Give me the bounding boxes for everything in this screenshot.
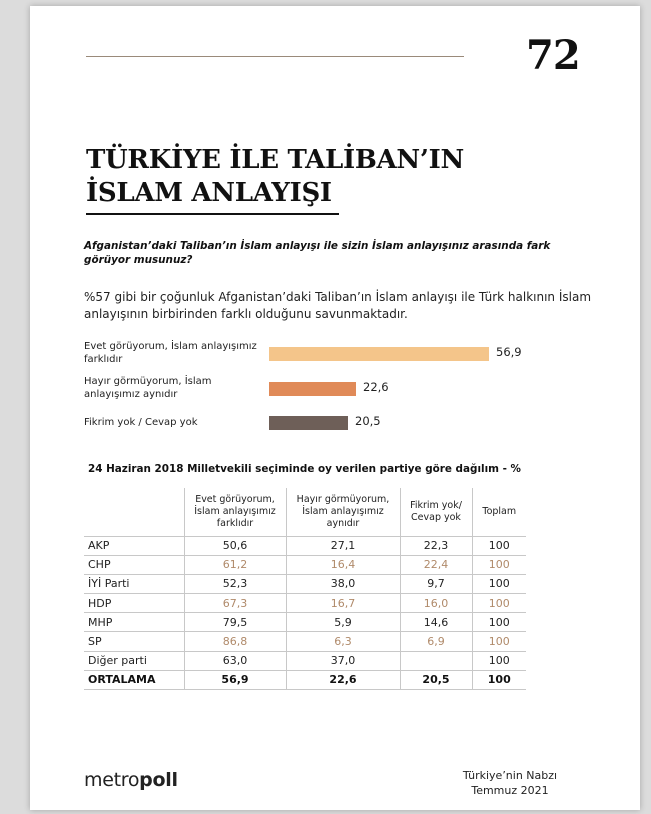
footer-line-1: Türkiye’nin Nabzı xyxy=(462,769,558,782)
bar-category-label: Evet görüyorum, İslam anlayışımız farklıdır xyxy=(84,341,257,365)
cell-yes: 86,8 xyxy=(184,632,286,651)
cell-yes: 56,9 xyxy=(184,670,286,689)
title-line-1: TÜRKİYE İLE TALİBAN’IN xyxy=(86,145,464,175)
top-rule xyxy=(86,56,464,57)
cell-total: 100 xyxy=(472,555,526,574)
bar-value-label: 20,5 xyxy=(355,414,381,428)
party-breakdown-table xyxy=(84,488,526,690)
table-row xyxy=(84,632,526,651)
metropoll-logo xyxy=(84,769,178,791)
cell-party: SP xyxy=(84,632,184,651)
cell-total: 100 xyxy=(472,574,526,593)
summary-text: %57 gibi bir çoğunluk Afganistan’daki Taliban’ın İslam anlayışı ile Türk halkının İslam anlayışının birbirinden farklı olduğunu savunmaktadır. xyxy=(84,290,592,321)
table-body xyxy=(84,536,526,690)
cell-party: MHP xyxy=(84,613,184,632)
footer-line-2: Temmuz 2021 xyxy=(471,784,549,797)
cell-no: 22,6 xyxy=(286,670,400,689)
bar-value-label: 56,9 xyxy=(496,345,522,359)
bar-row xyxy=(84,340,604,372)
bar xyxy=(269,347,489,361)
report-page xyxy=(30,6,640,810)
page-title xyxy=(86,144,506,210)
survey-question: Afganistan’daki Taliban’ın İslam anlayışı ile sizin İslam anlayışınız arasında fark görüyor musunuz? xyxy=(84,240,551,266)
cell-no: 5,9 xyxy=(286,613,400,632)
table-row xyxy=(84,651,526,670)
header-no: Hayır görmüyorum, İslam anlayışımız aynıdır xyxy=(286,488,400,536)
bar-value-label: 22,6 xyxy=(363,380,389,394)
cell-party: Diğer parti xyxy=(84,651,184,670)
table-row xyxy=(84,574,526,593)
cell-party: HDP xyxy=(84,594,184,613)
cell-none xyxy=(400,651,472,670)
cell-total: 100 xyxy=(472,651,526,670)
table-row xyxy=(84,536,526,555)
cell-no: 37,0 xyxy=(286,651,400,670)
cell-total: 100 xyxy=(472,536,526,555)
cell-yes: 50,6 xyxy=(184,536,286,555)
logo-regular: metro xyxy=(84,769,140,791)
header-party xyxy=(84,488,184,536)
cell-party: CHP xyxy=(84,555,184,574)
cell-total: 100 xyxy=(472,594,526,613)
footer-publication xyxy=(450,768,570,798)
bar-row xyxy=(84,409,604,441)
cell-yes: 52,3 xyxy=(184,574,286,593)
cell-no: 16,7 xyxy=(286,594,400,613)
title-line-2: İSLAM ANLAYIŞI xyxy=(86,178,332,208)
cell-no: 27,1 xyxy=(286,536,400,555)
cell-none: 16,0 xyxy=(400,594,472,613)
cell-total: 100 xyxy=(472,613,526,632)
page-number: 72 xyxy=(526,32,580,79)
cell-yes: 63,0 xyxy=(184,651,286,670)
cell-none: 9,7 xyxy=(400,574,472,593)
cell-yes: 61,2 xyxy=(184,555,286,574)
cell-none: 6,9 xyxy=(400,632,472,651)
cell-party: İYİ Parti xyxy=(84,574,184,593)
table-row-average xyxy=(84,670,526,689)
table-title: 24 Haziran 2018 Milletvekili seçiminde oy verilen partiye göre dağılım - % xyxy=(88,463,521,475)
header-yes: Evet görüyorum, İslam anlayışımız farklıdır xyxy=(184,488,286,536)
cell-total: 100 xyxy=(472,670,526,689)
bar-category-label: Hayır görmüyorum, İslam anlayışımız aynıdır xyxy=(84,376,212,400)
logo-bold: poll xyxy=(139,769,178,791)
header-none: Fikrim yok/ Cevap yok xyxy=(400,488,472,536)
cell-total: 100 xyxy=(472,632,526,651)
cell-none: 20,5 xyxy=(400,670,472,689)
bar-category-label: Fikrim yok / Cevap yok xyxy=(84,417,198,428)
title-underline xyxy=(86,213,339,215)
cell-none: 14,6 xyxy=(400,613,472,632)
cell-party: ORTALAMA xyxy=(84,670,184,689)
cell-yes: 67,3 xyxy=(184,594,286,613)
cell-no: 16,4 xyxy=(286,555,400,574)
table-row xyxy=(84,594,526,613)
table-row xyxy=(84,613,526,632)
cell-none: 22,3 xyxy=(400,536,472,555)
header-total: Toplam xyxy=(472,488,526,536)
cell-yes: 79,5 xyxy=(184,613,286,632)
cell-no: 38,0 xyxy=(286,574,400,593)
cell-none: 22,4 xyxy=(400,555,472,574)
table-row xyxy=(84,555,526,574)
table-header-row xyxy=(84,488,526,536)
bar-row xyxy=(84,375,604,407)
cell-party: AKP xyxy=(84,536,184,555)
cell-no: 6,3 xyxy=(286,632,400,651)
bar xyxy=(269,382,356,396)
bar xyxy=(269,416,348,430)
